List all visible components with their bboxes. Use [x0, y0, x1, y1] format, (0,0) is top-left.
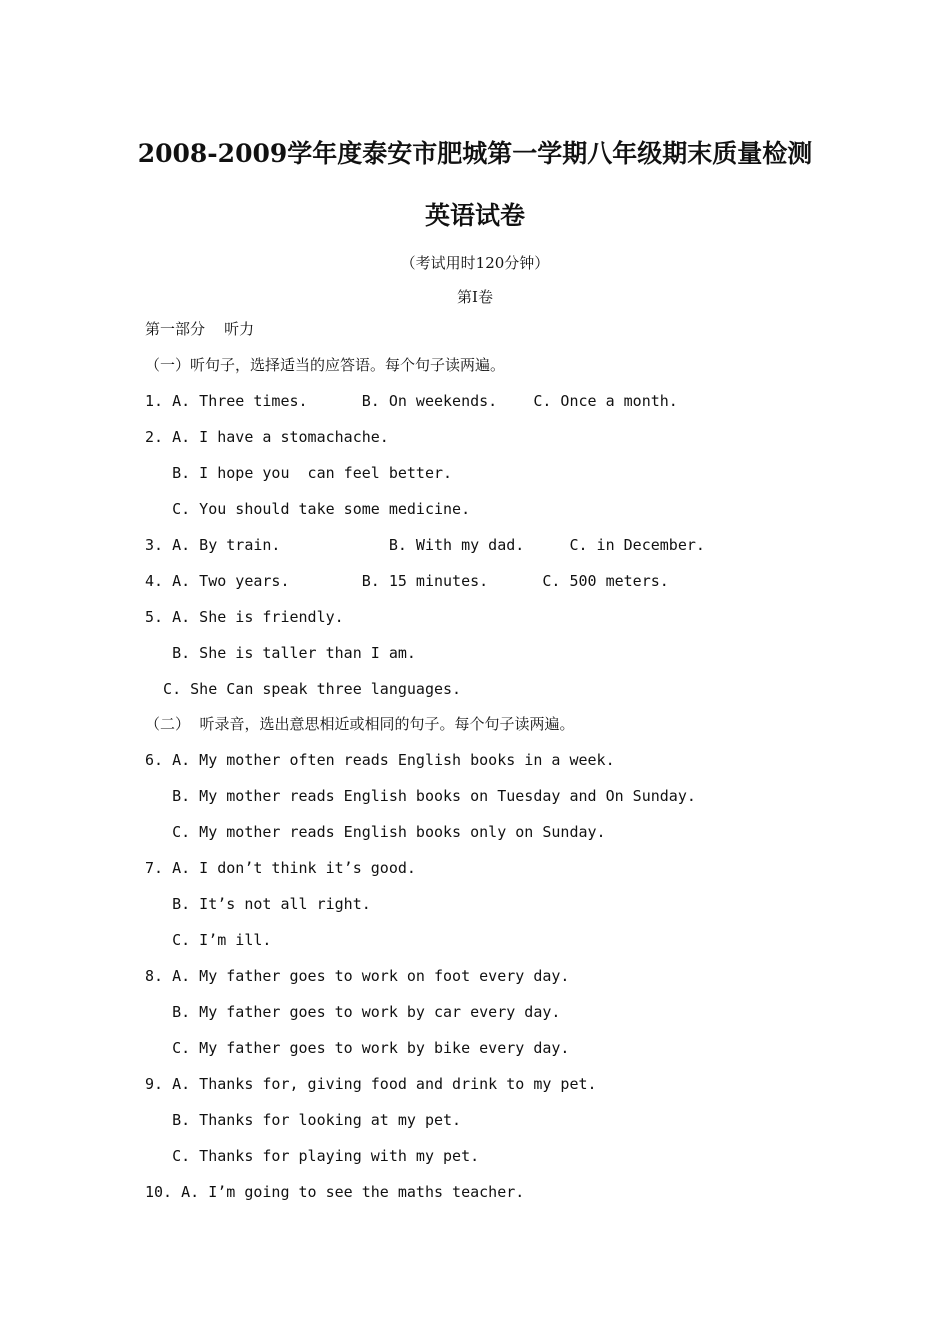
question-2-option-c: C. You should take some medicine.	[145, 500, 471, 518]
exam-duration: （考试用时120分钟）	[400, 254, 550, 272]
part-heading: 第一部分 听力	[145, 320, 255, 338]
question-5-option-b: B. She is taller than I am.	[145, 644, 416, 662]
question-2-option-b: B. I hope you can feel better.	[145, 464, 453, 482]
section-instruction-2: （二） 听录音，选出意思相近或相同的句子。每个句子读两遍。	[145, 715, 575, 733]
question-6-option-b: B. My mother reads English books on Tuesday and On Sunday.	[145, 787, 696, 805]
question-8-option-a: 8. A. My father goes to work on foot every day.	[145, 967, 570, 985]
question-5-option-a: 5. A. She is friendly.	[145, 608, 344, 626]
question-6-option-c: C. My mother reads English books only on Sunday.	[145, 823, 606, 841]
exam-subject-title: 英语试卷	[424, 201, 525, 230]
question-9-option-c: C. Thanks for playing with my pet.	[145, 1147, 480, 1165]
question-10-option-a: 10. A. I’m going to see the maths teacher.	[145, 1183, 525, 1201]
exam-title: 2008-2009学年度泰安市肥城第一学期八年级期末质量检测	[137, 139, 813, 168]
section-instruction-1: （一）听句子，选择适当的应答语。每个句子读两遍。	[145, 356, 506, 374]
question-6-option-a: 6. A. My mother often reads English books in a week.	[145, 751, 615, 769]
question-7-option-a: 7. A. I don’t think it’s good.	[145, 859, 416, 877]
question-4: 4. A. Two years. B. 15 minutes. C. 500 meters.	[145, 572, 669, 590]
question-5-option-c: C. She Can speak three languages.	[145, 680, 462, 698]
question-2-option-a: 2. A. I have a stomachache.	[145, 428, 389, 446]
question-7-option-b: B. It’s not all right.	[145, 895, 371, 913]
question-9-option-b: B. Thanks for looking at my pet.	[145, 1111, 462, 1129]
question-1: 1. A. Three times. B. On weekends. C. Once a month.	[145, 392, 678, 410]
question-8-option-c: C. My father goes to work by bike every day.	[145, 1039, 570, 1057]
question-8-option-b: B. My father goes to work by car every day.	[145, 1003, 561, 1021]
volume-label: 第Ⅰ卷	[457, 288, 493, 306]
question-7-option-c: C. I’m ill.	[145, 931, 272, 949]
question-9-option-a: 9. A. Thanks for, giving food and drink to my pet.	[145, 1075, 597, 1093]
question-3: 3. A. By train. B. With my dad. C. in December.	[145, 536, 705, 554]
